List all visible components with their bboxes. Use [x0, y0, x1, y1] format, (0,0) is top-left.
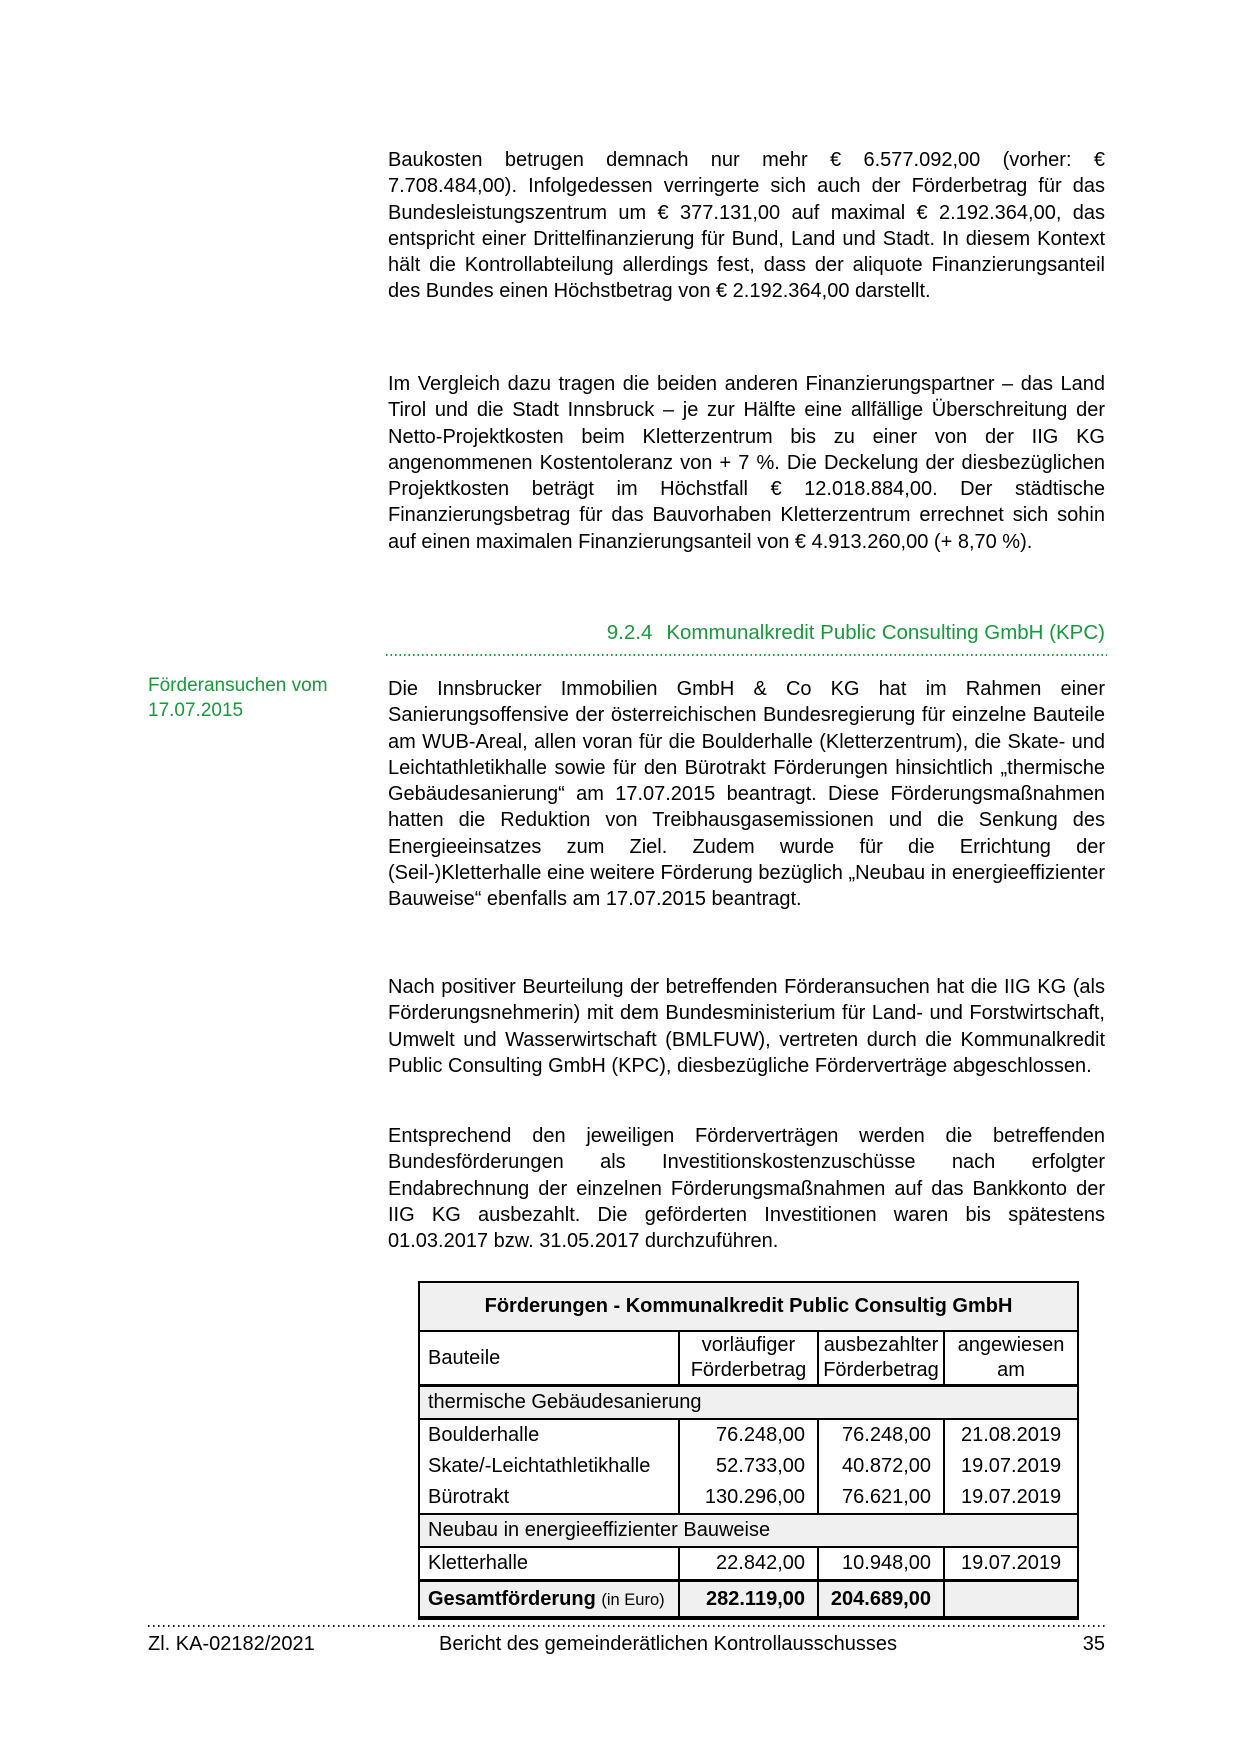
- margin-note-line2: 17.07.2015: [148, 700, 244, 721]
- margin-note-line1: Förderansuchen vom: [148, 675, 328, 696]
- column-header-angewiesen: angewiesen am: [944, 1331, 1078, 1386]
- footer-doc-number: Zl. KA-02182/2021: [148, 1633, 315, 1655]
- cell-ausbezahlt: 76.621,00: [818, 1482, 944, 1514]
- table-title-row: [419, 1282, 1078, 1331]
- cell-angewiesen: 19.07.2019: [944, 1547, 1078, 1581]
- cell-angewiesen: 19.07.2019: [944, 1451, 1078, 1482]
- table-row-skatehalle: [419, 1451, 1078, 1482]
- footer-report-title: Bericht des gemeinderätlichen Kontrollausschusses: [439, 1633, 898, 1655]
- total-empty-cell: [944, 1581, 1078, 1619]
- column-header-bauteile: Bauteile: [419, 1331, 679, 1386]
- cell-ausbezahlt: 40.872,00: [818, 1451, 944, 1482]
- section-title: Kommunalkredit Public Consulting GmbH (KPC): [666, 621, 1105, 644]
- column-header-vorlaeufiger: vorläufiger Förderbetrag: [679, 1331, 818, 1386]
- paragraph-foerdervertraege: Entsprechend den jeweiligen Förderverträgen werden die betreffenden Bundesförderungen als Investitionskostenzuschüsse nach erfolgter Endabrechnung der einzelnen Förderungsmaßnahmen auf das Bankkonto der IIG KG ausbezahlt. Die geförderten Investitionen waren bis spätestens 01.03.2017 bzw. 31.05.2017 durchzuführen.: [388, 1125, 1105, 1253]
- cell-ausbezahlt: 10.948,00: [818, 1547, 944, 1581]
- column-header-ausbezahlter: ausbezahlter Förderbetrag: [818, 1331, 944, 1386]
- cell-bauteil: Skate/-Leichtathletikhalle: [419, 1451, 679, 1482]
- section-label: thermische Gebäudesanierung: [419, 1386, 1078, 1420]
- total-ausbezahlt: 204.689,00: [818, 1581, 944, 1619]
- cell-vorlaeufig: 130.296,00: [679, 1482, 818, 1514]
- total-label: Gesamtförderung: [428, 1587, 596, 1610]
- paragraph-beurteilung: Nach positiver Beurteilung der betreffenden Förderansuchen hat die IIG KG (als Förderungsnehmerin) mit dem Bundesministerium für Land- und Forstwirtschaft, Umwelt und Wasserwirtschaft (BMLFUW), vertreten durch die Kommunalkredit Public Consulting GmbH (KPC), diesbezügliche Förderverträge abgeschlossen.: [388, 976, 1105, 1077]
- cell-bauteil: Kletterhalle: [419, 1547, 679, 1581]
- table-row-boulderhalle: [419, 1419, 1078, 1451]
- margin-note: [148, 673, 358, 723]
- heading-dotted-rule: [386, 654, 1107, 656]
- cell-angewiesen: 19.07.2019: [944, 1482, 1078, 1514]
- funding-table: [418, 1281, 1079, 1620]
- cell-ausbezahlt: 76.248,00: [818, 1419, 944, 1451]
- page-footer: [148, 1633, 1105, 1659]
- footer-page-number: 35: [1082, 1633, 1105, 1655]
- table-total-row: [419, 1581, 1078, 1619]
- cell-vorlaeufig: 52.733,00: [679, 1451, 818, 1482]
- section-label: Neubau in energieeffizienter Bauweise: [419, 1514, 1078, 1547]
- total-label-cell: [419, 1581, 679, 1619]
- section-number: 9.2.4: [606, 621, 653, 644]
- total-vorlaeufig: 282.119,00: [679, 1581, 818, 1619]
- paragraph-finanzierungspartner: Im Vergleich dazu tragen die beiden anderen Finanzierungspartner – das Land Tirol und die Stadt Innsbruck – je zur Hälfte eine allfällige Überschreitung der Netto-Projektkosten beim Kletterzentrum bis zu einer von der IIG KG angenommenen Kostentoleranz von + 7 %. Die Deckelung der diesbezüglichen Projektkosten beträgt im Höchstfall € 12.018.884,00. Der städtische Finanzierungsbetrag für das Bauvorhaben Kletterzentrum errechnet sich sohin auf einen maximalen Finanzierungsanteil von € 4.913.260,00 (+ 8,70 %).: [388, 373, 1105, 553]
- cell-angewiesen: 21.08.2019: [944, 1419, 1078, 1451]
- table-header-row: [419, 1331, 1078, 1386]
- total-unit-note: (in Euro): [601, 1590, 665, 1609]
- table-row-buerotrakt: [419, 1482, 1078, 1514]
- footer-dotted-rule: [148, 1625, 1105, 1627]
- section-heading: [388, 620, 1105, 646]
- cell-vorlaeufig: 76.248,00: [679, 1419, 818, 1451]
- table-row-kletterhalle: [419, 1547, 1078, 1581]
- cell-bauteil: Bürotrakt: [419, 1482, 679, 1514]
- table-title: Förderungen - Kommunalkredit Public Consultig GmbH: [419, 1282, 1078, 1331]
- cell-vorlaeufig: 22.842,00: [679, 1547, 818, 1581]
- paragraph-baukosten: Baukosten betrugen demnach nur mehr € 6.577.092,00 (vorher: € 7.708.484,00). Infolgedessen verringerte sich auch der Förderbetrag für das Bundesleistungszentrum um € 377.131,00 auf maximal € 2.192.364,00, das entspricht einer Drittelfinanzierung für Bund, Land und Stadt. In diesem Kontext hält die Kontrollabteilung allerdings fest, dass der aliquote Finanzierungsanteil des Bundes einen Höchstbetrag von € 2.192.364,00 darstellt.: [388, 149, 1105, 303]
- section-row-thermisch: [419, 1386, 1078, 1420]
- paragraph-foerderansuchen: Die Innsbrucker Immobilien GmbH & Co KG hat im Rahmen einer Sanierungsoffensive der österreichischen Bundesregierung für einzelne Bauteile am WUB-Areal, allen voran für die Boulderhalle (Kletterzentrum), die Skate- und Leichtathletikhalle sowie für den Bürotrakt Förderungen hinsichtlich „thermische Gebäudesanierung“ am 17.07.2015 beantragt. Diese Förderungsmaßnahmen hatten die Reduktion von Treibhausgasemissionen und die Senkung des Energieeinsatzes zum Ziel. Zudem wurde für die Errichtung der (Seil-)Kletterhalle eine weitere Förderung bezüglich „Neubau in energieeffizienter Bauweise“ ebenfalls am 17.07.2015 beantragt.: [388, 678, 1105, 911]
- section-row-neubau: [419, 1514, 1078, 1547]
- cell-bauteil: Boulderhalle: [419, 1419, 679, 1451]
